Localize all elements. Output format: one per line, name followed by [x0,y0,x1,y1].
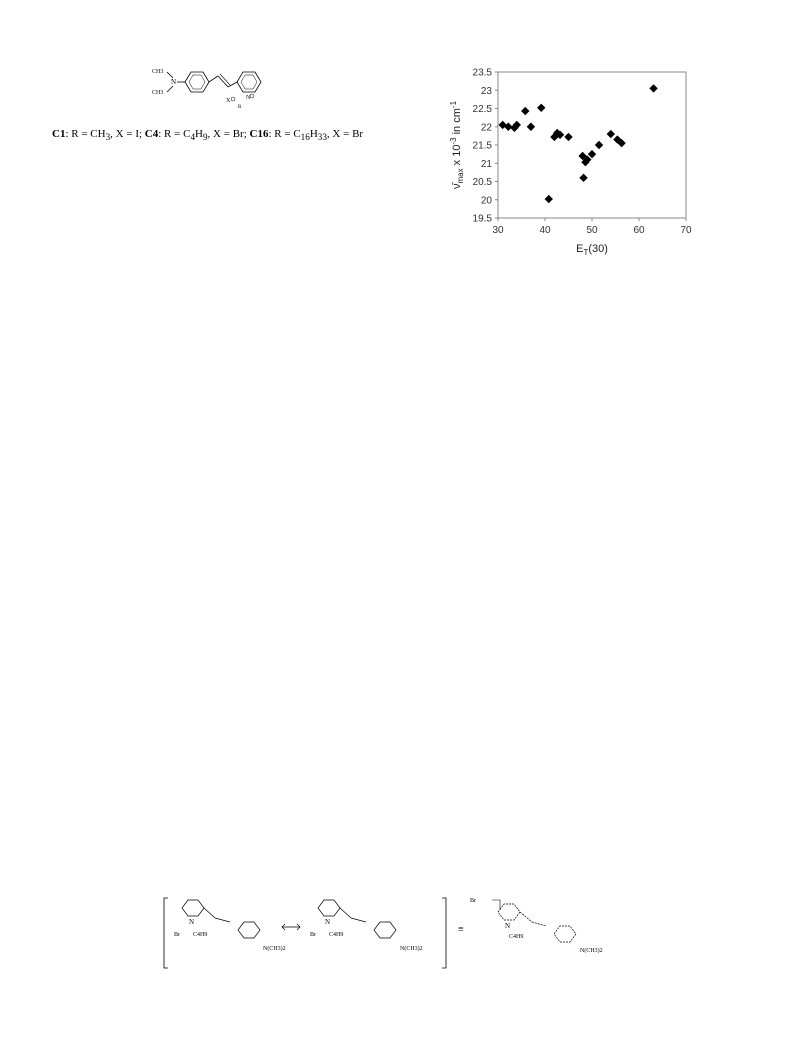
c4-rest: , X = Br; [207,128,250,140]
c4-sub2: 9 [202,132,208,143]
y-tick-label: 21 [480,158,492,170]
scheme-a-n: N [189,918,195,926]
data-point [588,150,596,158]
scatter-chart-container [440,58,710,278]
data-point [527,123,535,131]
methyl-label-top: CH3 [152,69,164,75]
c4-mid: H [195,128,203,140]
hybrid-amine: N(CH3)2 [580,948,603,954]
c16-rest: , X = Br [326,128,364,140]
scheme-b-amine: N(CH3)2 [400,946,423,952]
x-tick-label: 40 [539,225,551,236]
c1-text: : R = CH [65,128,106,140]
data-point [595,141,603,149]
counterion-label: X [226,98,231,104]
x-tick-label: 70 [680,225,692,236]
data-point [607,130,615,138]
c1-label: C1 [52,128,66,140]
x-tick-label: 30 [492,225,504,236]
hybrid-alkyl: C4H9 [509,934,524,940]
scheme-b-n: N [325,918,331,926]
y-tick-label: 20 [480,195,492,207]
x-tick-label: 60 [633,225,645,236]
c4-label: C4 [144,128,159,140]
dye-structure [140,58,280,118]
y-tick-label: 20.5 [472,177,492,188]
y-tick-label: 22 [480,122,492,134]
hybrid-br: Br [470,898,476,904]
data-point [537,104,545,112]
c16-label: C16 [249,128,269,140]
c16-text: : R = C [268,128,301,140]
data-point [564,133,572,141]
y-tick-label: 23 [480,85,492,97]
pyridinium-n-label: N [246,95,251,101]
methyl-label-bottom: CH3 [152,90,164,96]
scatter-chart [440,58,710,278]
y-tick-label: 19.5 [472,213,492,225]
scheme-b-alkyl: C4H9 [329,932,344,938]
data-point [521,107,529,115]
y-tick-label: 22.5 [472,104,492,115]
plot-area [498,72,686,218]
y-tick-label: 23.5 [472,67,492,79]
data-point [545,195,553,203]
c4-text: : R = C [158,128,191,140]
resonance-scheme [160,890,630,975]
c1-rest: , X = I; [110,128,145,140]
data-point [649,84,657,92]
scheme-a-amine: N(CH3)2 [263,946,286,952]
data-point [579,174,587,182]
amine-n-label: N [171,78,177,86]
c4-sub1: 4 [190,132,196,143]
scheme-b-br: Br [310,932,316,938]
c16-mid: H [309,128,318,140]
scheme-a-br: Br [174,932,180,938]
y-tick-label: 21.5 [472,140,492,152]
hybrid-n: N [505,922,511,930]
c16-sub2: 33 [317,132,327,143]
c16-sub1: 16 [300,132,310,143]
r-group-label: R [238,105,242,110]
y-axis-label: $\nū_{max}$ x $10^{-3}$ in $cm^{-1}$ [449,100,465,190]
equivalence-symbol: ≡ [458,924,464,935]
scheme-a-alkyl: C4H9 [193,932,208,938]
compound-caption [52,128,363,142]
c1-sub: 3 [105,132,111,143]
x-tick-label: 50 [586,225,598,236]
x-axis-label: $E_T(30)$ [576,243,608,257]
